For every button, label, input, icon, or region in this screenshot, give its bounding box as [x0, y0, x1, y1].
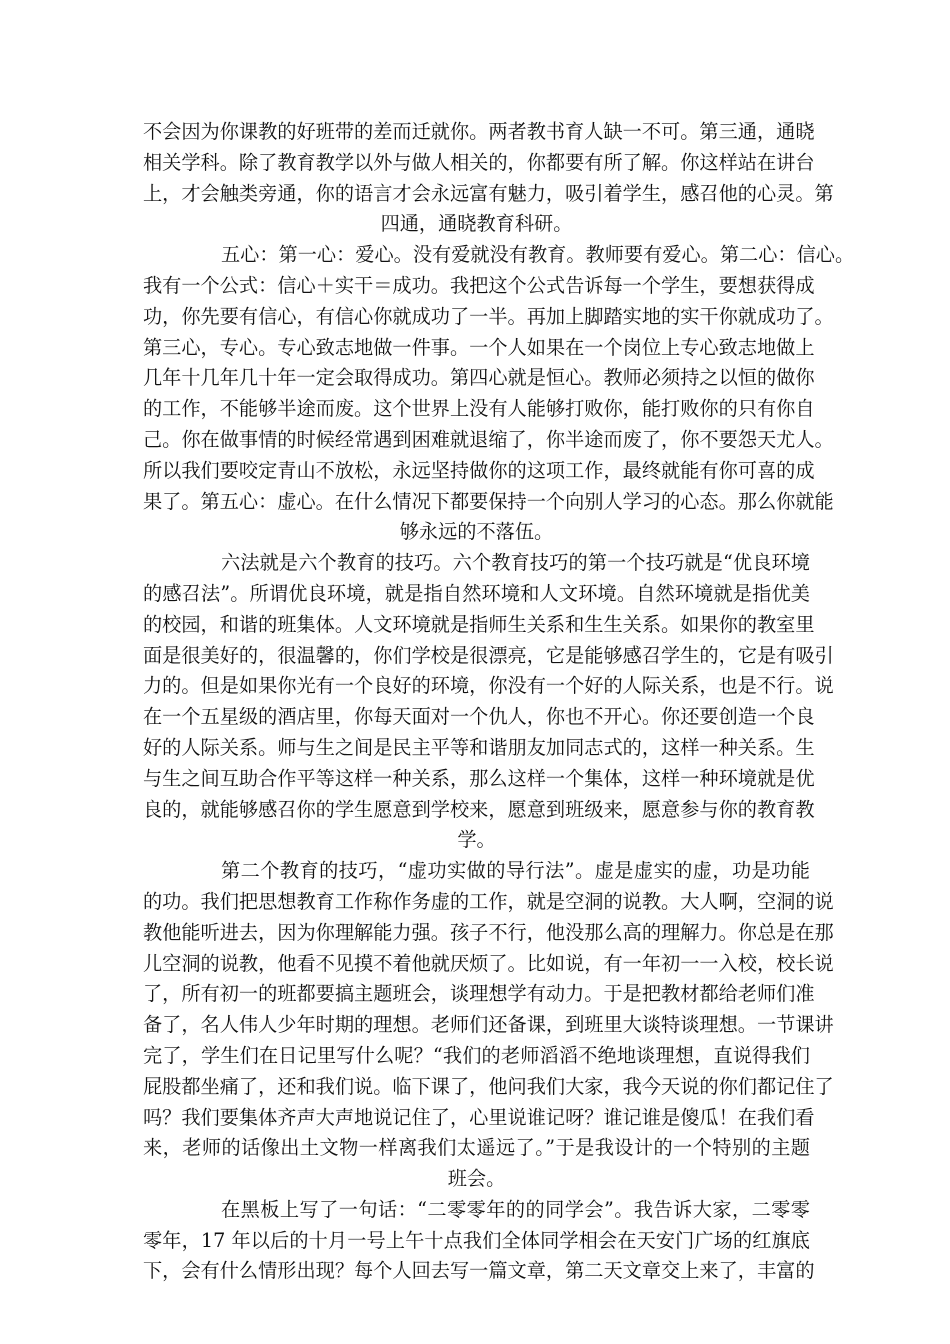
text-line: 四通，通晓教育科研。 [380, 212, 573, 236]
text-line: 五心：第一心：爱心。没有爱就没有教育。教师要有爱心。第二心：信心。 [221, 243, 855, 267]
text-line: 六法就是六个教育的技巧。六个教育技巧的第一个技巧就是“优良环境 [221, 551, 810, 575]
text-line: 的功。我们把思想教育工作称作务虚的工作，就是空洞的说教。大人啊，空洞的说 [143, 889, 834, 913]
text-line: 在一个五星级的酒店里，你每天面对一个仇人，你也不开心。你还要创造一个良 [143, 705, 815, 729]
text-line: 的工作，不能够半途而废。这个世界上没有人能够打败你，能打败你的只有你自 [143, 397, 815, 421]
paragraph-blackboard [143, 1195, 815, 1287]
text-line: 完了，学生们在日记里写什么呢？“我们的老师滔滔不绝地谈理想，直说得我们 [143, 1043, 810, 1067]
text-line: 与生之间互助合作平等这样一种关系，那么这样一个集体，这样一种环境就是优 [143, 766, 815, 790]
text-line: 己。你在做事情的时候经常遇到困难就退缩了，你半途而废了，你不要怨天尤人。 [143, 427, 834, 451]
text-line: 不会因为你课教的好班带的差而迁就你。两者教书育人缺一不可。第三通，通晓 [143, 120, 815, 143]
text-line: 来，老师的话像出土文物一样离我们太遥远了。”于是我设计的一个特别的主题 [143, 1136, 810, 1160]
text-line: 学。 [457, 828, 496, 852]
text-line: 我有一个公式：信心＋实干＝成功。我把这个公式告诉每一个学生，要想获得成 [143, 273, 815, 297]
paragraph-second-technique [143, 856, 834, 1195]
document-page [143, 117, 855, 1287]
text-line: 在黑板上写了一句话：“二零零年的的同学会”。我告诉大家，二零零 [221, 1197, 810, 1221]
paragraph-four-tong [143, 117, 834, 240]
text-line: 功，你先要有信心，有信心你就成功了一半。再加上脚踏实地的实干你就成功了。 [143, 304, 834, 328]
text-line: 面是很美好的，很温馨的，你们学校是很漂亮，它是能够感召学生的，它是有吸引 [143, 643, 834, 667]
text-line: 班会。 [447, 1167, 506, 1191]
text-line: 上，才会触类旁通，你的语言才会永远富有魅力，吸引着学生，感召他的心灵。第 [143, 181, 834, 205]
text-line: 所以我们要咬定青山不放松，永远坚持做你的这项工作，最终就能有你可喜的成 [143, 458, 815, 482]
text-line: 了，所有初一的班都要搞主题班会，谈理想学有动力。于是把教材都给老师们准 [143, 982, 815, 1006]
text-line: 第二个教育的技巧，“虚功实做的导行法”。虚是虚实的虚，功是功能 [221, 859, 810, 883]
text-line: 相关学科。除了教育教学以外与做人相关的，你都要有所了解。你这样站在讲台 [143, 150, 815, 174]
text-line: 好的人际关系。师与生之间是民主平等和谐朋友加同志式的，这样一种关系。生 [143, 735, 815, 759]
text-line: 教他能听进去，因为你理解能力强。孩子不行，他没那么高的理解力。你总是在那 [143, 920, 834, 944]
text-line: 够永远的不落伍。 [399, 520, 554, 544]
text-line: 第三心，专心。专心致志地做一件事。一个人如果在一个岗位上专心致志地做上 [143, 335, 815, 359]
text-line: 的校园，和谐的班集体。人文环境就是指师生关系和生生关系。如果你的教室里 [143, 612, 815, 636]
text-line: 几年十几年几十年一定会取得成功。第四心就是恒心。教师必须持之以恒的做你 [143, 366, 815, 390]
text-line: 屁股都坐痛了，还和我们说。临下课了，他问我们大家，我今天说的你们都记住了 [143, 1074, 834, 1098]
text-line: 零年，17 年以后的十月一号上午十点我们全体同学相会在天安门广场的红旗底 [143, 1228, 810, 1252]
text-line: 良的，就能够感召你的学生愿意到学校来，愿意到班级来，愿意参与你的教育教 [143, 797, 815, 821]
text-line: 备了，名人伟人少年时期的理想。老师们还备课，到班里大谈特谈理想。一节课讲 [143, 1013, 834, 1037]
text-line: 果了。第五心：虚心。在什么情况下都要保持一个向别人学习的心态。那么你就能 [143, 489, 834, 513]
text-line: 的感召法”。所谓优良环境，就是指自然环境和人文环境。自然环境就是指优美 [143, 581, 810, 605]
text-line: 力的。但是如果你光有一个良好的环境，你没有一个好的人际关系，也是不行。说 [143, 674, 834, 698]
paragraph-six-fa [143, 548, 834, 856]
text-line: 吗？我们要集体齐声大声地说记住了，心里说谁记呀？谁记谁是傻瓜！在我们看 [143, 1105, 815, 1129]
paragraph-five-xin [143, 240, 855, 548]
text-line: 儿空洞的说教，他看不见摸不着他就厌烦了。比如说，有一年初一一入校，校长说 [143, 951, 834, 975]
text-line: 下，会有什么情形出现？每个人回去写一篇文章，第二天文章交上来了，丰富的 [143, 1259, 815, 1283]
